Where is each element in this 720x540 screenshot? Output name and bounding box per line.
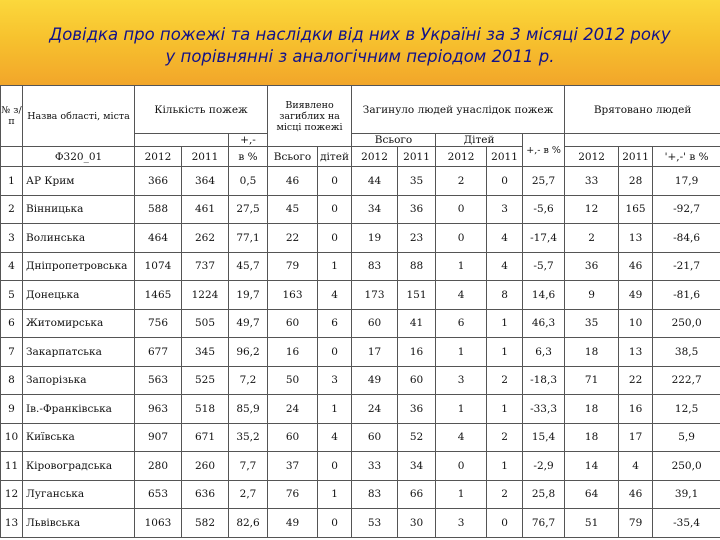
cell-rch: 250,0	[653, 452, 720, 481]
header-deaths: Виявлено загиблих на місці пожежі	[268, 86, 352, 147]
cell-f2011: 364	[182, 167, 229, 196]
table-row	[1, 281, 720, 310]
table-row	[1, 423, 720, 452]
cell-i2012: 60	[352, 309, 398, 338]
cell-ic2011: 0	[487, 167, 523, 196]
cell-dtotal: 76	[268, 480, 318, 509]
cell-f2012: 1465	[135, 281, 182, 310]
cell-r2011: 79	[619, 509, 653, 538]
cell-ic2012: 3	[436, 366, 487, 395]
cell-ic2012: 4	[436, 281, 487, 310]
cell-f2012: 1063	[135, 509, 182, 538]
cell-i2011: 52	[398, 423, 436, 452]
cell-num: 5	[1, 281, 23, 310]
cell-num: 1	[1, 167, 23, 196]
cell-f2012: 588	[135, 195, 182, 224]
cell-i2012: 83	[352, 480, 398, 509]
cell-name: Кіровоградська	[23, 452, 135, 481]
cell-name: Львівська	[23, 509, 135, 538]
cell-name: Ів.-Франківська	[23, 395, 135, 424]
cell-r2011: 16	[619, 395, 653, 424]
cell-r2012: 64	[565, 480, 619, 509]
header-injured-children-2011: 2011	[487, 147, 523, 167]
cell-f2011: 505	[182, 309, 229, 338]
cell-rch: 5,9	[653, 423, 720, 452]
cell-f2011: 461	[182, 195, 229, 224]
cell-i2011: 34	[398, 452, 436, 481]
cell-fch: 2,7	[229, 480, 268, 509]
cell-i2011: 36	[398, 395, 436, 424]
cell-dchild: 1	[318, 480, 352, 509]
header-injured-change: +,- в %	[523, 134, 565, 167]
cell-num: 13	[1, 509, 23, 538]
cell-dchild: 1	[318, 252, 352, 281]
cell-fch: 7,7	[229, 452, 268, 481]
cell-dchild: 4	[318, 281, 352, 310]
cell-num: 11	[1, 452, 23, 481]
cell-dchild: 0	[318, 167, 352, 196]
header-code-spacer	[1, 147, 23, 167]
cell-ic2012: 0	[436, 452, 487, 481]
cell-i2012: 173	[352, 281, 398, 310]
cell-ich: -5,7	[523, 252, 565, 281]
cell-f2011: 262	[182, 224, 229, 253]
cell-f2012: 677	[135, 338, 182, 367]
cell-fch: 77,1	[229, 224, 268, 253]
cell-ic2012: 0	[436, 195, 487, 224]
cell-ic2012: 1	[436, 338, 487, 367]
cell-f2011: 582	[182, 509, 229, 538]
cell-num: 3	[1, 224, 23, 253]
cell-dtotal: 37	[268, 452, 318, 481]
table-row	[1, 366, 720, 395]
header-fires-pct: в %	[229, 147, 268, 167]
cell-ic2011: 1	[487, 309, 523, 338]
cell-ic2011: 0	[487, 509, 523, 538]
cell-ich: -33,3	[523, 395, 565, 424]
cell-rch: -92,7	[653, 195, 720, 224]
cell-r2012: 36	[565, 252, 619, 281]
cell-i2012: 17	[352, 338, 398, 367]
cell-num: 12	[1, 480, 23, 509]
cell-fch: 19,7	[229, 281, 268, 310]
cell-i2012: 33	[352, 452, 398, 481]
title-line-2: у порівнянні з аналогічним періодом 2011 р.	[165, 47, 555, 66]
cell-r2011: 28	[619, 167, 653, 196]
cell-name: Житомирська	[23, 309, 135, 338]
header-fires-spacer	[135, 134, 229, 147]
cell-dchild: 3	[318, 366, 352, 395]
cell-i2012: 24	[352, 395, 398, 424]
cell-i2012: 44	[352, 167, 398, 196]
cell-fch: 35,2	[229, 423, 268, 452]
cell-r2012: 12	[565, 195, 619, 224]
cell-ic2012: 1	[436, 395, 487, 424]
cell-ich: -17,4	[523, 224, 565, 253]
cell-i2012: 53	[352, 509, 398, 538]
cell-dtotal: 45	[268, 195, 318, 224]
cell-dchild: 4	[318, 423, 352, 452]
cell-i2012: 34	[352, 195, 398, 224]
cell-num: 2	[1, 195, 23, 224]
cell-f2011: 737	[182, 252, 229, 281]
cell-name: Луганська	[23, 480, 135, 509]
cell-num: 4	[1, 252, 23, 281]
cell-r2011: 17	[619, 423, 653, 452]
cell-ic2011: 1	[487, 395, 523, 424]
cell-f2012: 1074	[135, 252, 182, 281]
cell-dtotal: 22	[268, 224, 318, 253]
cell-rch: 39,1	[653, 480, 720, 509]
cell-fch: 7,2	[229, 366, 268, 395]
cell-f2011: 1224	[182, 281, 229, 310]
table-row	[1, 452, 720, 481]
header-deaths-total: Всього	[268, 147, 318, 167]
cell-i2012: 60	[352, 423, 398, 452]
cell-rch: 17,9	[653, 167, 720, 196]
cell-dchild: 6	[318, 309, 352, 338]
cell-f2012: 366	[135, 167, 182, 196]
header-rescued-2011: 2011	[619, 147, 653, 167]
header-injured-children-2012: 2012	[436, 147, 487, 167]
cell-ic2012: 3	[436, 509, 487, 538]
cell-ic2011: 2	[487, 423, 523, 452]
cell-num: 6	[1, 309, 23, 338]
table-row	[1, 395, 720, 424]
cell-r2012: 33	[565, 167, 619, 196]
cell-i2011: 151	[398, 281, 436, 310]
fires-table	[0, 85, 720, 538]
cell-fch: 0,5	[229, 167, 268, 196]
header-injured-children: Дітей	[436, 134, 523, 147]
cell-name: Волинська	[23, 224, 135, 253]
cell-ich: -2,9	[523, 452, 565, 481]
header-rescued-change: '+,-' в %	[653, 147, 720, 167]
cell-rch: -35,4	[653, 509, 720, 538]
cell-r2012: 9	[565, 281, 619, 310]
header-rescued: Врятовано людей	[565, 86, 720, 134]
cell-i2011: 35	[398, 167, 436, 196]
cell-fch: 27,5	[229, 195, 268, 224]
cell-rch: 38,5	[653, 338, 720, 367]
cell-num: 10	[1, 423, 23, 452]
cell-ic2011: 3	[487, 195, 523, 224]
cell-fch: 45,7	[229, 252, 268, 281]
cell-f2012: 563	[135, 366, 182, 395]
cell-dtotal: 60	[268, 423, 318, 452]
cell-f2011: 345	[182, 338, 229, 367]
cell-rch: 12,5	[653, 395, 720, 424]
cell-ich: 25,8	[523, 480, 565, 509]
cell-i2011: 60	[398, 366, 436, 395]
cell-r2011: 13	[619, 224, 653, 253]
cell-ic2011: 2	[487, 480, 523, 509]
cell-dchild: 0	[318, 195, 352, 224]
cell-ich: -18,3	[523, 366, 565, 395]
header-name: Назва області, міста	[23, 86, 135, 147]
cell-i2011: 16	[398, 338, 436, 367]
table-row	[1, 167, 720, 196]
cell-r2012: 14	[565, 452, 619, 481]
cell-r2011: 165	[619, 195, 653, 224]
table-row	[1, 195, 720, 224]
cell-r2012: 35	[565, 309, 619, 338]
cell-fch: 96,2	[229, 338, 268, 367]
cell-f2011: 671	[182, 423, 229, 452]
cell-name: Київська	[23, 423, 135, 452]
header-rescued-spacer	[565, 134, 720, 147]
cell-fch: 85,9	[229, 395, 268, 424]
table-body	[1, 167, 720, 538]
cell-r2011: 10	[619, 309, 653, 338]
cell-dchild: 1	[318, 395, 352, 424]
cell-ic2012: 1	[436, 252, 487, 281]
cell-r2012: 51	[565, 509, 619, 538]
header-fires: Кількість пожеж	[135, 86, 268, 134]
cell-f2011: 525	[182, 366, 229, 395]
cell-fch: 82,6	[229, 509, 268, 538]
cell-ic2011: 4	[487, 224, 523, 253]
header-fires-2011: 2011	[182, 147, 229, 167]
cell-rch: -81,6	[653, 281, 720, 310]
header-injured-2011: 2011	[398, 147, 436, 167]
cell-f2012: 756	[135, 309, 182, 338]
cell-dchild: 0	[318, 452, 352, 481]
cell-i2012: 19	[352, 224, 398, 253]
cell-name: Донецька	[23, 281, 135, 310]
header-rescued-2012: 2012	[565, 147, 619, 167]
cell-name: Дніпропетровська	[23, 252, 135, 281]
cell-dchild: 0	[318, 509, 352, 538]
header-code: Ф320_01	[23, 147, 135, 167]
cell-r2012: 18	[565, 338, 619, 367]
cell-f2011: 518	[182, 395, 229, 424]
cell-ic2012: 6	[436, 309, 487, 338]
cell-i2011: 30	[398, 509, 436, 538]
cell-r2011: 46	[619, 480, 653, 509]
cell-i2011: 41	[398, 309, 436, 338]
cell-rch: -84,6	[653, 224, 720, 253]
cell-ich: 25,7	[523, 167, 565, 196]
cell-name: Вінницька	[23, 195, 135, 224]
cell-fch: 49,7	[229, 309, 268, 338]
cell-ic2011: 4	[487, 252, 523, 281]
cell-ic2012: 4	[436, 423, 487, 452]
cell-f2012: 907	[135, 423, 182, 452]
table-row	[1, 252, 720, 281]
cell-r2012: 18	[565, 423, 619, 452]
cell-r2011: 22	[619, 366, 653, 395]
table-header	[1, 86, 720, 167]
cell-ic2011: 2	[487, 366, 523, 395]
cell-dtotal: 16	[268, 338, 318, 367]
cell-dtotal: 49	[268, 509, 318, 538]
title-line-1: Довідка про пожежі та наслідки від них в Україні за 3 місяці 2012 року	[49, 25, 671, 44]
table-row	[1, 480, 720, 509]
cell-num: 7	[1, 338, 23, 367]
cell-r2011: 13	[619, 338, 653, 367]
cell-name: АР Крим	[23, 167, 135, 196]
table-row	[1, 224, 720, 253]
cell-dtotal: 60	[268, 309, 318, 338]
cell-dchild: 0	[318, 224, 352, 253]
page-title	[0, 24, 720, 68]
cell-i2011: 23	[398, 224, 436, 253]
cell-ich: 14,6	[523, 281, 565, 310]
cell-r2012: 2	[565, 224, 619, 253]
cell-num: 8	[1, 366, 23, 395]
table-row	[1, 338, 720, 367]
header-injured-total: Всього	[352, 134, 436, 147]
cell-num: 9	[1, 395, 23, 424]
cell-i2011: 36	[398, 195, 436, 224]
cell-name: Закарпатська	[23, 338, 135, 367]
cell-ich: 6,3	[523, 338, 565, 367]
cell-rch: 250,0	[653, 309, 720, 338]
cell-i2011: 88	[398, 252, 436, 281]
cell-f2012: 280	[135, 452, 182, 481]
header-deaths-children: дітей	[318, 147, 352, 167]
cell-ich: 15,4	[523, 423, 565, 452]
cell-dtotal: 46	[268, 167, 318, 196]
cell-ich: -5,6	[523, 195, 565, 224]
cell-r2012: 18	[565, 395, 619, 424]
cell-f2012: 963	[135, 395, 182, 424]
cell-r2011: 4	[619, 452, 653, 481]
cell-i2011: 66	[398, 480, 436, 509]
cell-rch: 222,7	[653, 366, 720, 395]
cell-i2012: 83	[352, 252, 398, 281]
cell-f2011: 260	[182, 452, 229, 481]
cell-ic2012: 0	[436, 224, 487, 253]
cell-dtotal: 79	[268, 252, 318, 281]
cell-dchild: 0	[318, 338, 352, 367]
cell-dtotal: 50	[268, 366, 318, 395]
header-fires-2012: 2012	[135, 147, 182, 167]
cell-ic2012: 2	[436, 167, 487, 196]
cell-i2012: 49	[352, 366, 398, 395]
cell-r2011: 46	[619, 252, 653, 281]
cell-ic2011: 1	[487, 452, 523, 481]
cell-dtotal: 24	[268, 395, 318, 424]
cell-ich: 76,7	[523, 509, 565, 538]
table-row	[1, 509, 720, 538]
cell-dtotal: 163	[268, 281, 318, 310]
header-injured: Загинуло людей унаслідок пожеж	[352, 86, 565, 134]
cell-ich: 46,3	[523, 309, 565, 338]
table-row	[1, 309, 720, 338]
cell-f2012: 464	[135, 224, 182, 253]
header-fires-change: +,-	[229, 134, 268, 147]
cell-ic2012: 1	[436, 480, 487, 509]
cell-f2012: 653	[135, 480, 182, 509]
cell-f2011: 636	[182, 480, 229, 509]
cell-r2011: 49	[619, 281, 653, 310]
header-num: № з/п	[1, 86, 23, 147]
cell-rch: -21,7	[653, 252, 720, 281]
cell-r2012: 71	[565, 366, 619, 395]
cell-ic2011: 8	[487, 281, 523, 310]
cell-ic2011: 1	[487, 338, 523, 367]
header-injured-2012: 2012	[352, 147, 398, 167]
cell-name: Запорізька	[23, 366, 135, 395]
